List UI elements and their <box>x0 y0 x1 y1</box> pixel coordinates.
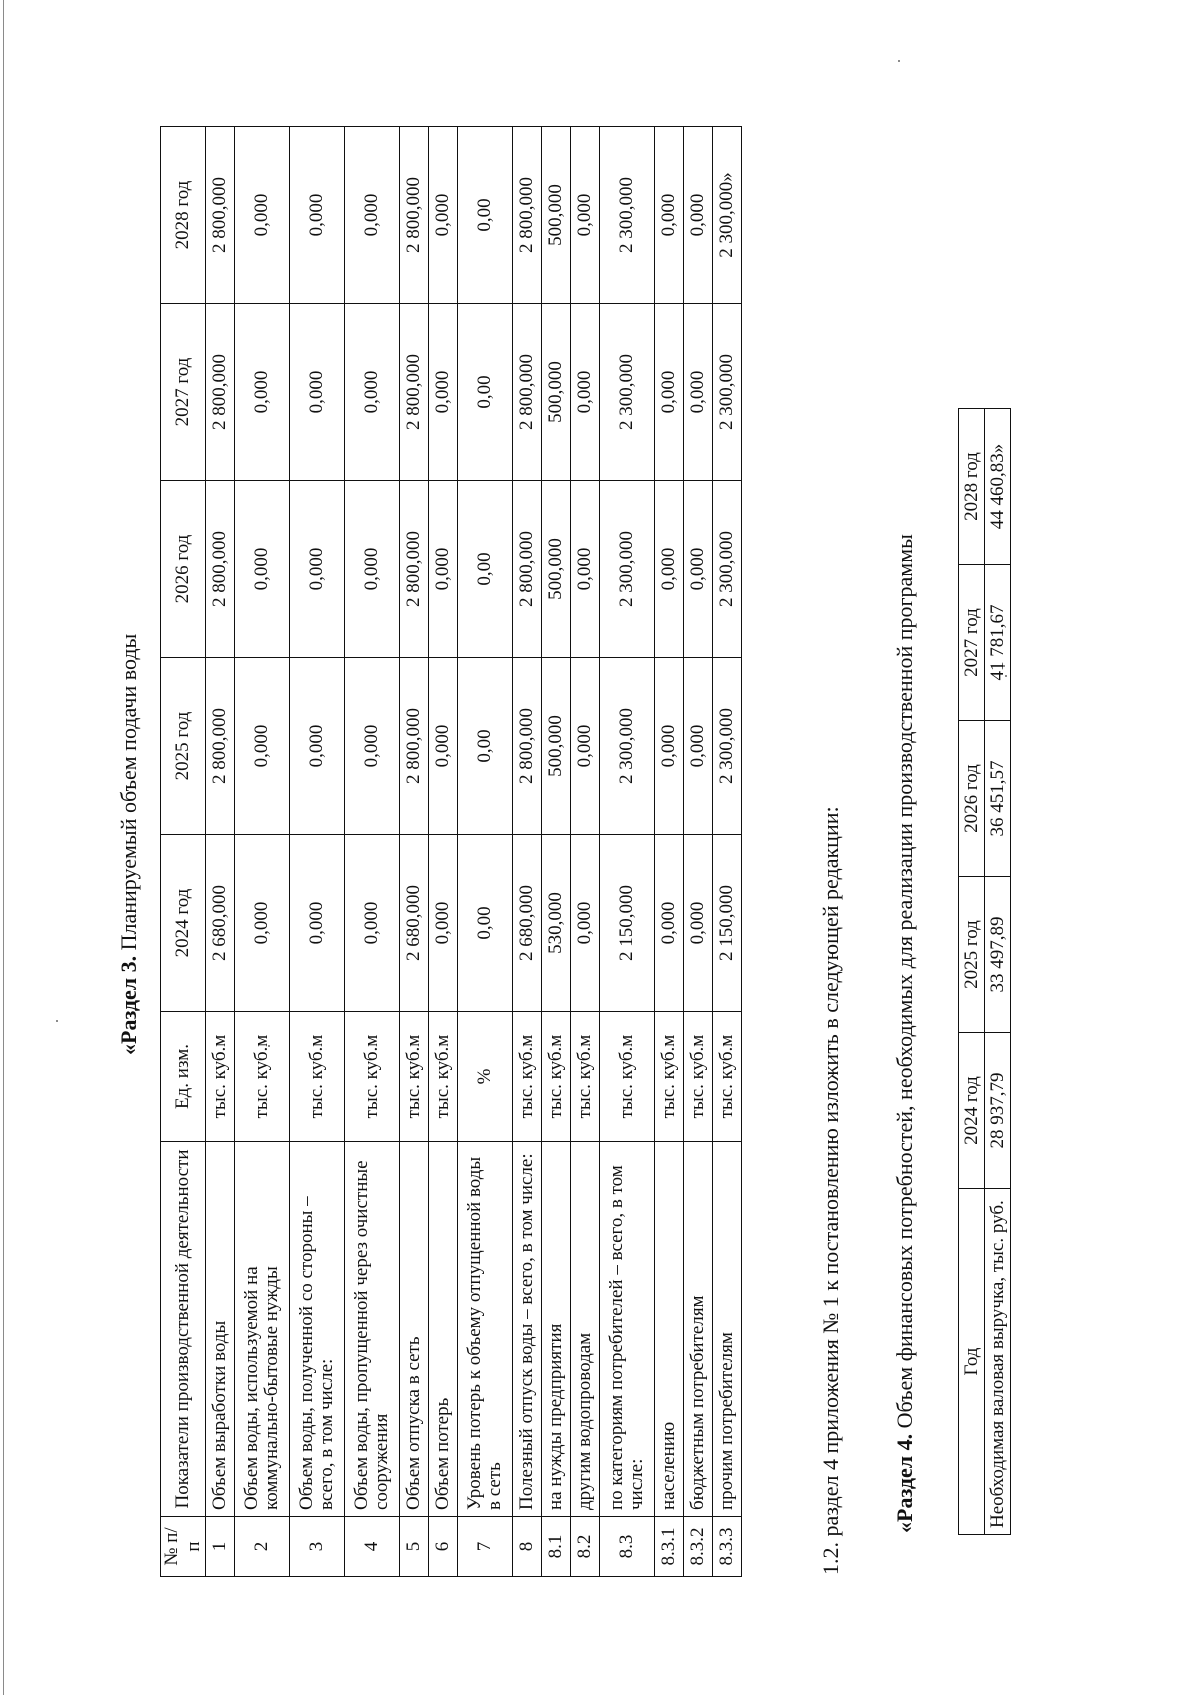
indicator-name: населению <box>655 1142 684 1517</box>
value-cell: 0,000 <box>571 304 600 481</box>
value-cell: 0,000 <box>290 127 345 304</box>
value-cell: 2 680,000 <box>206 835 235 1012</box>
water-supply-table-body <box>206 127 742 1577</box>
unit-cell: тыс. куб.м <box>290 1012 345 1142</box>
value-cell: 33 497,89 <box>985 877 1011 1033</box>
row-number: 8 <box>513 1517 542 1577</box>
value-cell: 0,000 <box>655 127 684 304</box>
unit-cell: тыс. куб.м <box>400 1012 429 1142</box>
unit-cell: тыс. куб.м <box>513 1012 542 1142</box>
value-cell: 2 800,000 <box>206 304 235 481</box>
col-header-2026: 2026 год <box>959 721 985 877</box>
value-cell: 0,000 <box>235 127 290 304</box>
row-number: 8.2 <box>571 1517 600 1577</box>
table-row <box>235 127 290 1577</box>
value-cell: 0,000 <box>429 835 458 1012</box>
value-cell: 2 800,000 <box>400 658 429 835</box>
value-cell: 0,000 <box>655 304 684 481</box>
value-cell: 0,000 <box>345 127 400 304</box>
value-cell: 0,000 <box>655 835 684 1012</box>
value-cell: 2 800,000 <box>400 127 429 304</box>
value-cell: 0,000 <box>684 658 713 835</box>
value-cell: 2 800,000 <box>513 658 542 835</box>
value-cell: 2 800,000 <box>206 127 235 304</box>
col-header-2028: 2028 год <box>959 409 985 565</box>
row-number: 8.3.3 <box>713 1517 742 1577</box>
value-cell: 0,000 <box>290 835 345 1012</box>
indicator-name: Объем потерь <box>429 1142 458 1517</box>
row-number: 7 <box>458 1517 513 1577</box>
value-cell: 0,000 <box>235 304 290 481</box>
col-header-indicator: Показатели производственной деятельности <box>161 1142 206 1517</box>
value-cell: 530,000 <box>542 835 571 1012</box>
row-number: 8.1 <box>542 1517 571 1577</box>
financial-needs-table <box>958 408 1011 1535</box>
value-cell: 2 300,000 <box>713 658 742 835</box>
col-header-2025: 2025 год <box>161 658 206 835</box>
unit-cell: тыс. куб.м <box>542 1012 571 1142</box>
value-cell: 500,000 <box>542 127 571 304</box>
table-row <box>600 127 655 1577</box>
col-header-2024: 2024 год <box>161 835 206 1012</box>
col-header-2024: 2024 год <box>959 1033 985 1189</box>
value-cell: 0,000 <box>571 127 600 304</box>
value-cell: 2 680,000 <box>513 835 542 1012</box>
value-cell: 41 781,67 <box>985 565 1011 721</box>
value-cell: 2 800,000 <box>400 481 429 658</box>
table-header-row <box>161 127 206 1577</box>
table-row <box>985 409 1011 1535</box>
table-header-row <box>959 409 985 1535</box>
value-cell: 0,000 <box>429 481 458 658</box>
indicator-name: Объем воды, полученной со стороны – всего, в том числе: <box>290 1142 345 1517</box>
value-cell: 2 800,000 <box>400 304 429 481</box>
value-cell: 0,000 <box>235 658 290 835</box>
unit-cell: тыс. куб.м <box>235 1012 290 1142</box>
table-row <box>571 127 600 1577</box>
row-number: 8.3 <box>600 1517 655 1577</box>
value-cell: 2 300,000 <box>713 304 742 481</box>
indicator-name: Объем отпуска в сеть <box>400 1142 429 1517</box>
col-header-unit: Ед. изм. <box>161 1012 206 1142</box>
indicator-name: прочим потребителям <box>713 1142 742 1517</box>
indicator-name: бюджетным потребителям <box>684 1142 713 1517</box>
table-row <box>513 127 542 1577</box>
value-cell: 0,000 <box>429 127 458 304</box>
table-row <box>458 127 513 1577</box>
row-number: 1 <box>206 1517 235 1577</box>
unit-cell: тыс. куб.м <box>600 1012 655 1142</box>
unit-cell: тыс. куб.м <box>713 1012 742 1142</box>
value-cell: 0,000 <box>571 658 600 835</box>
value-cell: 2 800,000 <box>206 658 235 835</box>
value-cell: 0,000 <box>571 835 600 1012</box>
row-number: 8.3.1 <box>655 1517 684 1577</box>
indicator-name: Полезный отпуск воды – всего, в том числе: <box>513 1142 542 1517</box>
unit-cell: % <box>458 1012 513 1142</box>
row-number: 8.3.2 <box>684 1517 713 1577</box>
col-header-year: Год <box>959 1189 985 1535</box>
table-row <box>429 127 458 1577</box>
indicator-name: на нужды предприятия <box>542 1142 571 1517</box>
table-row <box>345 127 400 1577</box>
table-row <box>684 127 713 1577</box>
value-cell: 2 300,000 <box>600 658 655 835</box>
value-cell: 0,000 <box>429 304 458 481</box>
value-cell: 500,000 <box>542 658 571 835</box>
value-cell: 0,000 <box>571 481 600 658</box>
value-cell: 2 300,000 <box>713 481 742 658</box>
value-cell: 44 460,83» <box>985 409 1011 565</box>
value-cell: 2 150,000 <box>600 835 655 1012</box>
value-cell: 0,00 <box>458 658 513 835</box>
indicator-name: по категориям потребителей – всего, в том числе: <box>600 1142 655 1517</box>
value-cell: 0,000 <box>429 658 458 835</box>
indicator-name: Уровень потерь к объему отпущенной воды в сеть <box>458 1142 513 1517</box>
col-header-number: № п/п <box>161 1517 206 1577</box>
row-number: 3 <box>290 1517 345 1577</box>
row-number: 6 <box>429 1517 458 1577</box>
section4-title <box>892 534 918 1533</box>
section4-title-text: Объем финансовых потребностей, необходимых для реализации производственной программы <box>892 534 917 1434</box>
unit-cell: тыс. куб.м <box>206 1012 235 1142</box>
value-cell: 2 300,000 <box>600 481 655 658</box>
col-header-2027: 2027 год <box>161 304 206 481</box>
unit-cell: тыс. куб.м <box>571 1012 600 1142</box>
value-cell: 0,000 <box>290 304 345 481</box>
value-cell: 0,000 <box>345 835 400 1012</box>
value-cell: 0,000 <box>684 481 713 658</box>
value-cell: 0,000 <box>290 481 345 658</box>
value-cell: 2 800,000 <box>206 481 235 658</box>
value-cell: 0,00 <box>458 127 513 304</box>
value-cell: 500,000 <box>542 304 571 481</box>
value-cell: 0,000 <box>655 481 684 658</box>
value-cell: 0,00 <box>458 835 513 1012</box>
value-cell: 2 150,000 <box>713 835 742 1012</box>
indicator-name: Объем выработки воды <box>206 1142 235 1517</box>
section3-title <box>116 634 142 1055</box>
value-cell: 0,000 <box>235 835 290 1012</box>
value-cell: 0,000 <box>345 658 400 835</box>
value-cell: 0,000 <box>684 127 713 304</box>
amendment-paragraph: 1.2. раздел 4 приложения № 1 к постановлению изложить в следующей редакции: <box>818 806 843 1575</box>
indicator-name: Объем воды, используемой на коммунально-бытовые нужды <box>235 1142 290 1517</box>
value-cell: 0,00 <box>458 481 513 658</box>
unit-cell: тыс. куб.м <box>684 1012 713 1142</box>
value-cell: 2 680,000 <box>400 835 429 1012</box>
value-cell: 2 800,000 <box>513 127 542 304</box>
value-cell: 500,000 <box>542 481 571 658</box>
row-number: 4 <box>345 1517 400 1577</box>
value-cell: 36 451,57 <box>985 721 1011 877</box>
row-number: 5 <box>400 1517 429 1577</box>
table-row <box>400 127 429 1577</box>
value-cell: 2 800,000 <box>513 304 542 481</box>
table-row <box>713 127 742 1577</box>
value-cell: 0,000 <box>345 481 400 658</box>
value-cell: 0,000 <box>235 481 290 658</box>
value-cell: 0,000 <box>345 304 400 481</box>
value-cell: 0,000 <box>655 658 684 835</box>
indicator-name: Объем воды, пропущенной через очистные сооружения <box>345 1142 400 1517</box>
unit-cell: тыс. куб.м <box>429 1012 458 1142</box>
unit-cell: тыс. куб.м <box>345 1012 400 1142</box>
value-cell: 0,000 <box>684 835 713 1012</box>
value-cell: 28 937,79 <box>985 1033 1011 1189</box>
indicator-name: другим водопроводам <box>571 1142 600 1517</box>
value-cell: 2 300,000» <box>713 127 742 304</box>
table-row <box>290 127 345 1577</box>
table-row <box>542 127 571 1577</box>
col-header-2027: 2027 год <box>959 565 985 721</box>
unit-cell: тыс. куб.м <box>655 1012 684 1142</box>
section4-title-bold: «Раздел 4. <box>892 1433 917 1533</box>
table-row <box>206 127 235 1577</box>
section3-title-bold: «Раздел 3. <box>116 955 141 1055</box>
value-cell: 2 300,000 <box>600 304 655 481</box>
section3-title-text: Планируемый объем подачи воды <box>116 633 141 956</box>
value-cell: 2 800,000 <box>513 481 542 658</box>
water-supply-table <box>160 126 742 1577</box>
row-label: Необходимая валовая выручка, тыс. руб. <box>985 1189 1011 1535</box>
col-header-2025: 2025 год <box>959 877 985 1033</box>
row-number: 2 <box>235 1517 290 1577</box>
value-cell: 0,000 <box>684 304 713 481</box>
col-header-2028: 2028 год <box>161 127 206 304</box>
value-cell: 2 300,000 <box>600 127 655 304</box>
value-cell: 0,00 <box>458 304 513 481</box>
col-header-2026: 2026 год <box>161 481 206 658</box>
value-cell: 0,000 <box>290 658 345 835</box>
table-row <box>655 127 684 1577</box>
